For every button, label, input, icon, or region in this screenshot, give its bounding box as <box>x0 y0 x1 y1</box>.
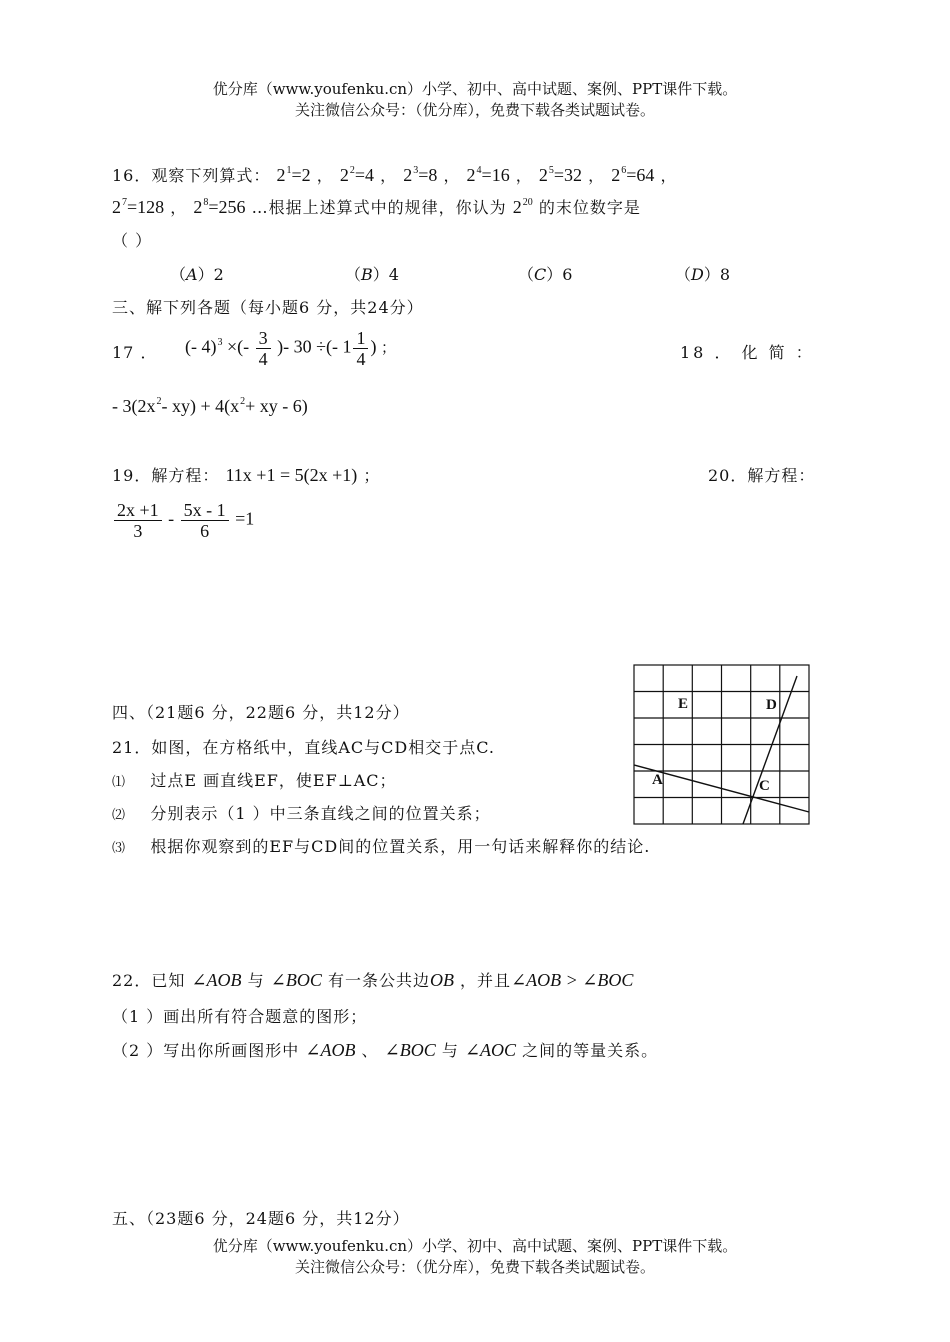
q20-equation: $\frac{2x +1}{3}$ - $\frac{5x - 1}{6}$ =1 <box>112 500 254 541</box>
q16-line-2: $2^7=128$ ， $2^8=256$ …根据上述算式中的规律，你认为 $2^{20}$ 的末位数字是 <box>112 197 641 217</box>
section-5-title: 五、（23题6 分，24题6 分，共12分） <box>112 1209 410 1228</box>
option-c: （C）6 <box>518 265 573 284</box>
q20-fraction-2: $\frac{5x - 1}{6}$ <box>181 500 229 541</box>
q22-sub-2: （2 ）写出你所画图形中 ∠AOB 、 ∠BOC 与 ∠AOC 之间的等量关系。 <box>112 1040 659 1060</box>
q17-label: 17 ． <box>112 343 158 362</box>
label-d: D <box>766 697 777 713</box>
label-c: C <box>759 778 770 794</box>
option-b: （B）4 <box>345 265 399 284</box>
power-2-20: $2^{20}$ <box>512 197 533 217</box>
option-a: （A）2 <box>170 265 224 284</box>
q17-fraction-1: $\frac{3}{4}$ <box>256 328 271 369</box>
eq-3: $2^3=8$ <box>403 165 438 185</box>
q22-sub-1: （1 ）画出所有符合题意的图形； <box>112 1007 368 1026</box>
section-4-title: 四、（21题6 分，22题6 分，共12分） <box>112 703 410 722</box>
eq-2: $2^2=4$ <box>339 165 374 185</box>
q21-item-2: ⑵ 分别表示（1 ）中三条直线之间的位置关系； <box>112 804 491 823</box>
label-a: A <box>652 772 663 788</box>
q20-fraction-1: $\frac{2x +1}{3}$ <box>114 500 162 541</box>
label-e: E <box>678 696 689 712</box>
q18-label: 18 ． 化 简 ： <box>680 343 815 362</box>
grid-svg <box>633 664 811 826</box>
eq-6: $2^6=64$ <box>611 165 655 185</box>
q18-expression: - $3(2x^2-$ $xy) + 4(x^2+$ xy - 6) <box>112 396 308 416</box>
eq-4: $2^4=16$ <box>466 165 510 185</box>
q17-fraction-2: $\frac{1}{4}$ <box>353 328 368 369</box>
q16-answer-blank: （ ） <box>112 231 153 250</box>
q19-line: 19．解方程： 11x +1 = 5(2x +1) ； <box>112 465 381 485</box>
grid-lines <box>634 665 809 824</box>
footer-line-2: 关注微信公众号：（优分库），免费下载各类试题试卷。 <box>294 1258 655 1276</box>
q22-stem: 22．已知 ∠AOB 与 ∠BOC 有一条公共边OB ，并且∠AOB > ∠BOC <box>112 970 634 990</box>
q16-line-1: 16．观察下列算式： $2^1=2$ ， $2^2=4$ ， $2^3=8$ ， $2^4=16$ ， $2^5=32$ ， $2^6=64$ ， <box>112 165 678 185</box>
q21-item-3: ⑶ 根据你观察到的EF与CD间的位置关系，用一句话来解释你的结论. <box>112 837 651 856</box>
q21-grid-figure <box>633 664 811 826</box>
eq-5: $2^5=32$ <box>538 165 583 185</box>
q19-equation: 11x +1 = 5(2x +1) <box>225 465 358 485</box>
section-3-title: 三、解下列各题（每小题6 分，共24分） <box>112 298 424 317</box>
eq-7: $2^7=128$ <box>112 197 165 217</box>
q21-stem: 21．如图，在方格纸中，直线AC与CD相交于点C. <box>112 738 495 757</box>
q21-item-1: ⑴ 过点E 画直线EF，使EF⊥AC； <box>112 771 397 790</box>
eq-8: $2^8=256$ <box>193 197 246 217</box>
eq-1: $2^1=2$ <box>276 165 311 185</box>
footer-line-1: 优分库（www.youfenku.cn）小学、初中、高中试题、案例、PPT课件下载。 <box>212 1237 738 1255</box>
header-line-1: 优分库（www.youfenku.cn）小学、初中、高中试题、案例、PPT课件下载。 <box>212 80 738 98</box>
option-d: （D）8 <box>675 265 731 284</box>
q20-label: 20．解方程： <box>708 466 816 485</box>
q17-expression: (- 4)$^3$ ×(- $\frac{3}{4}$ )- 30 ÷(- 1 $\frac{1}{4}$ ) ； <box>185 328 396 369</box>
header-line-2: 关注微信公众号：（优分库），免费下载各类试题试卷。 <box>294 101 655 119</box>
